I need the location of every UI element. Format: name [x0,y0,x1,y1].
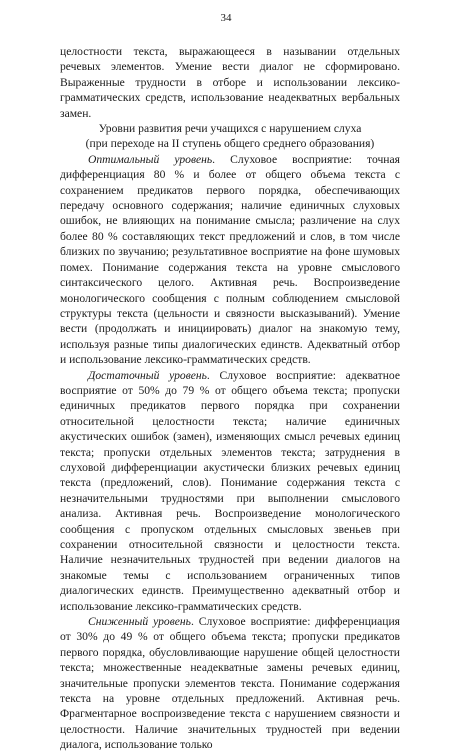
page-body [60,44,400,753]
optimal-level-title: Оптимальный уровень [88,152,213,166]
sufficient-level-paragraph [60,368,400,615]
optimal-level-paragraph [60,152,400,368]
reduced-level-paragraph [60,614,400,753]
optimal-level-text: . Слуховое восприятие: точная дифференциация 80 % и более от общего объема текста с сохранением предикатов первого порядка, обеспечивающих передачу основного содержания; наличие единичных слуховых ошибок, не влияющих на понимание смысла; различение на слух более 80 % составляющих текст предложений и слов, в том числе близких по звучанию; результативное восприятие на фоне шумовых помех. Понимание содержания текста на уровне смыслового синтаксического целого. Активная речь. Воспроизведение монологического сообщения с полным соблюдением смысловой структуры текста (цельности и связности высказываний). Умение вести (продолжать и инициировать) диалог на знакомую тему, используя разные типы диалогических единств. Адекватный отбор и использование лексико-грамматических средств. [60,152,400,367]
reduced-level-title: Сниженный уровень [88,615,191,629]
page-number: 34 [220,12,232,24]
section-heading-line-1: Уровни развития речи учащихся с нарушением слуха [98,122,362,136]
reduced-level-text: . Слуховое восприятие: дифференциация от 30% до 49 % от общего объема текста; пропуски предикатов первого порядка, обусловливающие нарушение общей целостности текста; множественные неадекватные замены речевых единиц, значительные пропуски элементов текста. Понимание содержания текста на уровне отдельных предложений. Активная речь. Фрагментарное воспроизведение текста с нарушением связности и целостности. Наличие значительных трудностей при ведении диалога, использование только [60,615,401,752]
section-heading [60,121,400,152]
intro-paragraph: целостности текста, выражающееся в назывании отдельных речевых элементов. Умение вести диалог не сформировано. Выраженные трудности в отборе и использовании лексико-грамматических средств, использование неадекватных вербальных замен. [60,45,400,120]
sufficient-level-title: Достаточный уровень [88,368,207,382]
section-heading-line-2: (при переходе на II ступень общего среднего образования) [85,137,375,151]
sufficient-level-text: . Слуховое восприятие: адекватное восприятие от 50% до 79 % от общего объема текста; пропуски единичных предикатов первого порядка при сохранении относительной целостности текста; наличие единичных акустических ошибок (замен), изменяющих смысл речевых единиц текста; пропуски отдельных элементов текста; затруднения в слуховой дифференциации акустически близких речевых единиц текста (предложений, слов). Понимание содержания текста с незначительными трудностями при выполнении смыслового анализа. Активная речь. Воспроизведение монологического сообщения с пропуском отдельных смысловых звеньев при сохранении относительной связности и целостности текста. Наличие незначительных трудностей при ведении диалогов на знакомые темы с использованием ограниченных типов диалогических единств. Преимущественно адекватный отбор и использование лексико-грамматических средств. [60,368,400,613]
